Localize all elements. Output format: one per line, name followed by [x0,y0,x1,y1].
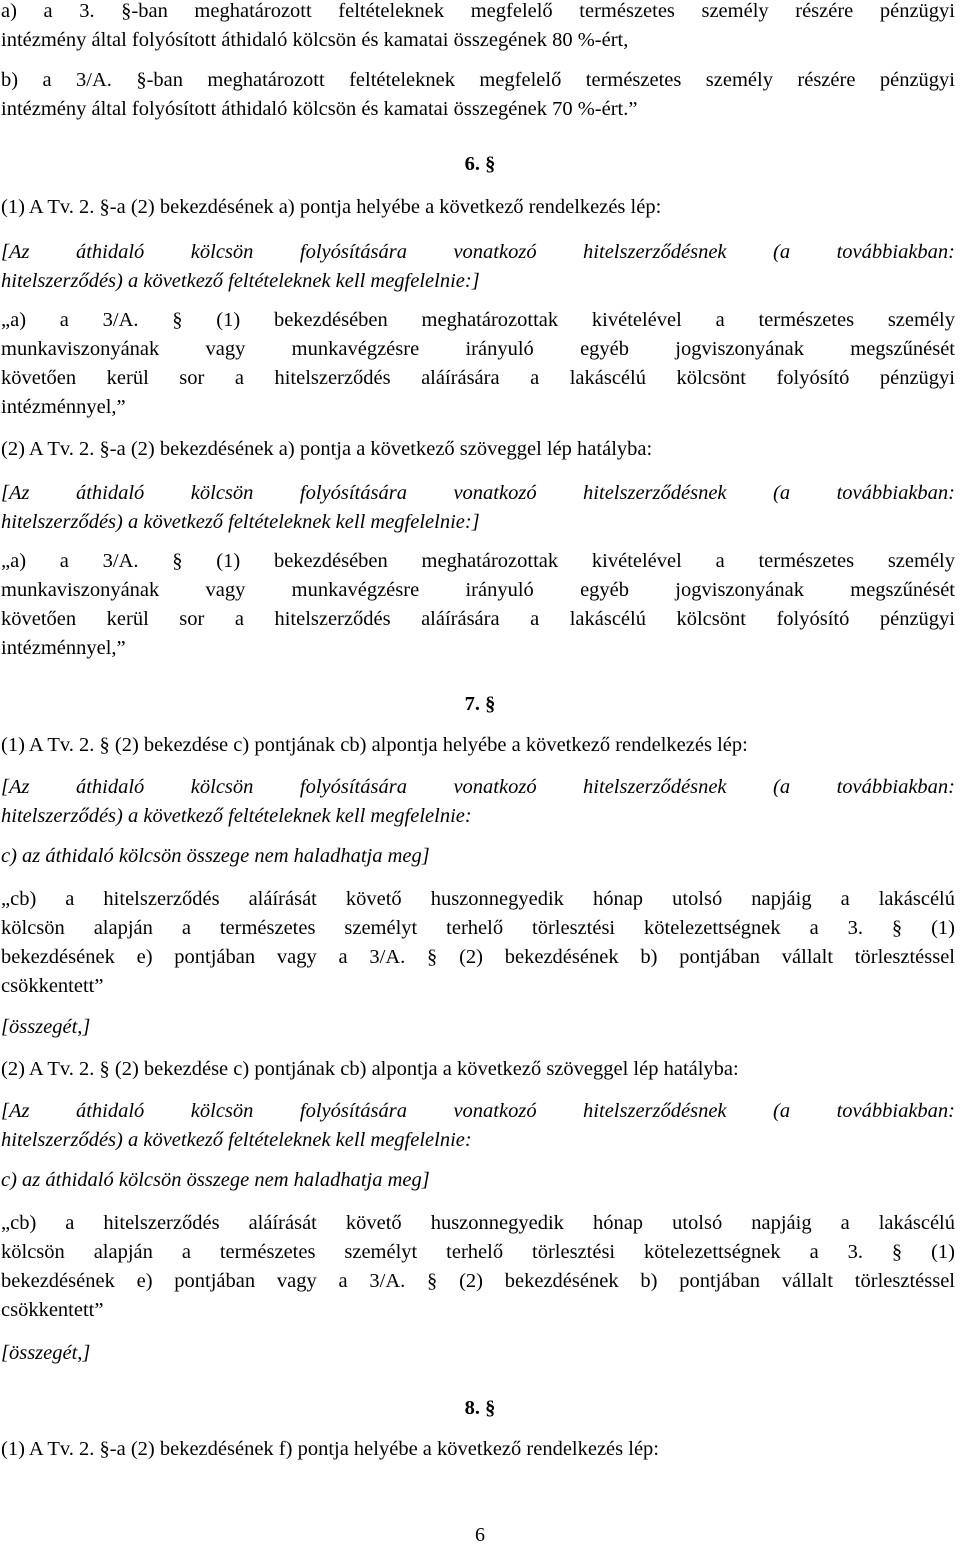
paragraph-b-70 [1,66,955,124]
subsection-6-1 [1,193,955,222]
text-line: a) a 3. §-ban meghatározott feltételeknek megfelelő természetes személy részére pénzügyi [1,0,955,22]
text-line: b) a 3/A. §-ban meghatározott feltételeknek megfelelő természetes személy részére pénzügyi [1,69,955,91]
bracket-point-c-7-2 [1,1166,955,1195]
text-line: c) az áthidaló kölcsön összege nem haladhatja meg] [1,1169,430,1191]
bracket-closing-7-1 [1,1013,955,1042]
text-line: „a) a 3/A. § (1) bekezdésében meghatározottak kivételével a természetes személy [1,550,955,572]
text-line: csökkentett” [1,975,104,997]
text-line: [összegét,] [1,1342,91,1364]
bracket-intro-7-2 [1,1097,955,1155]
bracket-closing-7-2 [1,1339,955,1368]
text-line: kölcsön alapján a természetes személyt terhelő törlesztési kötelezettségnek a 3. § (1) [1,917,955,939]
section-heading-7: 7. § [464,693,496,715]
text-line: hitelszerződés) a következő feltételeknek kell megfelelnie: [1,1129,472,1151]
subpoint-cb-7-2 [1,1209,955,1325]
section-heading-8: 8. § [464,1397,496,1419]
subpoint-cb-7-1 [1,885,955,1001]
text-line: hitelszerződés) a következő feltételeknek kell megfelelnie: [1,805,472,827]
text-line: „a) a 3/A. § (1) bekezdésében meghatározottak kivételével a természetes személy [1,309,955,331]
text-line: csökkentett” [1,1299,104,1321]
text-line: hitelszerződés) a következő feltételeknek kell megfelelnie:] [1,270,480,292]
text-line: munkaviszonyának vagy munkavégzésre irányuló egyéb jogviszonyának megszűnését [1,338,955,360]
text-line: [összegét,] [1,1016,91,1038]
text-line: (2) A Tv. 2. §-a (2) bekezdésének a) pontja a következő szöveggel lép hatályba: [1,438,653,460]
text-line: követően kerül sor a hitelszerződés aláírására a lakáscélú kölcsönt folyósító pénzügyi [1,608,955,630]
text-line: bekezdésének e) pontjában vagy a 3/A. § (2) bekezdésének b) pontjában vállalt törlesztéssel [1,946,955,968]
bracket-intro-7-1 [1,773,955,831]
page-number: 6 [475,1524,485,1546]
paragraph-a-80 [1,0,955,55]
point-a-6-2 [1,547,955,663]
text-line: (2) A Tv. 2. § (2) bekezdése c) pontjának cb) alpontja a következő szöveggel lép hatályba: [1,1058,739,1080]
text-line: intézménnyel,” [1,637,126,659]
bracket-point-c-7-1 [1,842,955,871]
text-line: „cb) a hitelszerződés aláírását követő huszonnegyedik hónap utolsó napjáig a lakáscélú [1,888,955,910]
section-heading-6: 6. § [464,153,496,175]
text-line: „cb) a hitelszerződés aláírását követő huszonnegyedik hónap utolsó napjáig a lakáscélú [1,1212,955,1234]
point-a-6-1 [1,306,955,422]
text-line: [Az áthidaló kölcsön folyósítására vonatkozó hitelszerződésnek (a továbbiakban: [1,1100,955,1122]
text-line: [Az áthidaló kölcsön folyósítására vonatkozó hitelszerződésnek (a továbbiakban: [1,776,955,798]
subsection-7-1 [1,731,955,760]
subsection-7-2 [1,1055,955,1084]
text-line: munkaviszonyának vagy munkavégzésre irányuló egyéb jogviszonyának megszűnését [1,579,955,601]
text-line: (1) A Tv. 2. §-a (2) bekezdésének a) pontja helyébe a következő rendelkezés lép: [1,196,662,218]
text-line: követően kerül sor a hitelszerződés aláírására a lakáscélú kölcsönt folyósító pénzügyi [1,367,955,389]
text-line: (1) A Tv. 2. § (2) bekezdése c) pontjának cb) alpontja helyébe a következő rendelkezés lép: [1,734,748,756]
bracket-intro-6-2 [1,479,955,537]
text-line: hitelszerződés) a következő feltételeknek kell megfelelnie:] [1,511,480,533]
text-line: intézmény által folyósított áthidaló kölcsön és kamatai összegének 70 %-ért.” [1,98,638,120]
text-line: kölcsön alapján a természetes személyt terhelő törlesztési kötelezettségnek a 3. § (1) [1,1241,955,1263]
subsection-8-1 [1,1435,955,1464]
text-line: [Az áthidaló kölcsön folyósítására vonatkozó hitelszerződésnek (a továbbiakban: [1,241,955,263]
bracket-intro-6-1 [1,238,955,296]
subsection-6-2 [1,435,955,464]
text-line: [Az áthidaló kölcsön folyósítására vonatkozó hitelszerződésnek (a továbbiakban: [1,482,955,504]
text-line: (1) A Tv. 2. §-a (2) bekezdésének f) pontja helyébe a következő rendelkezés lép: [1,1438,660,1460]
text-line: c) az áthidaló kölcsön összege nem haladhatja meg] [1,845,430,867]
text-line: intézmény által folyósított áthidaló kölcsön és kamatai összegének 80 %-ért, [1,29,629,51]
text-line: intézménnyel,” [1,396,126,418]
text-line: bekezdésének e) pontjában vagy a 3/A. § (2) bekezdésének b) pontjában vállalt törlesztéssel [1,1270,955,1292]
